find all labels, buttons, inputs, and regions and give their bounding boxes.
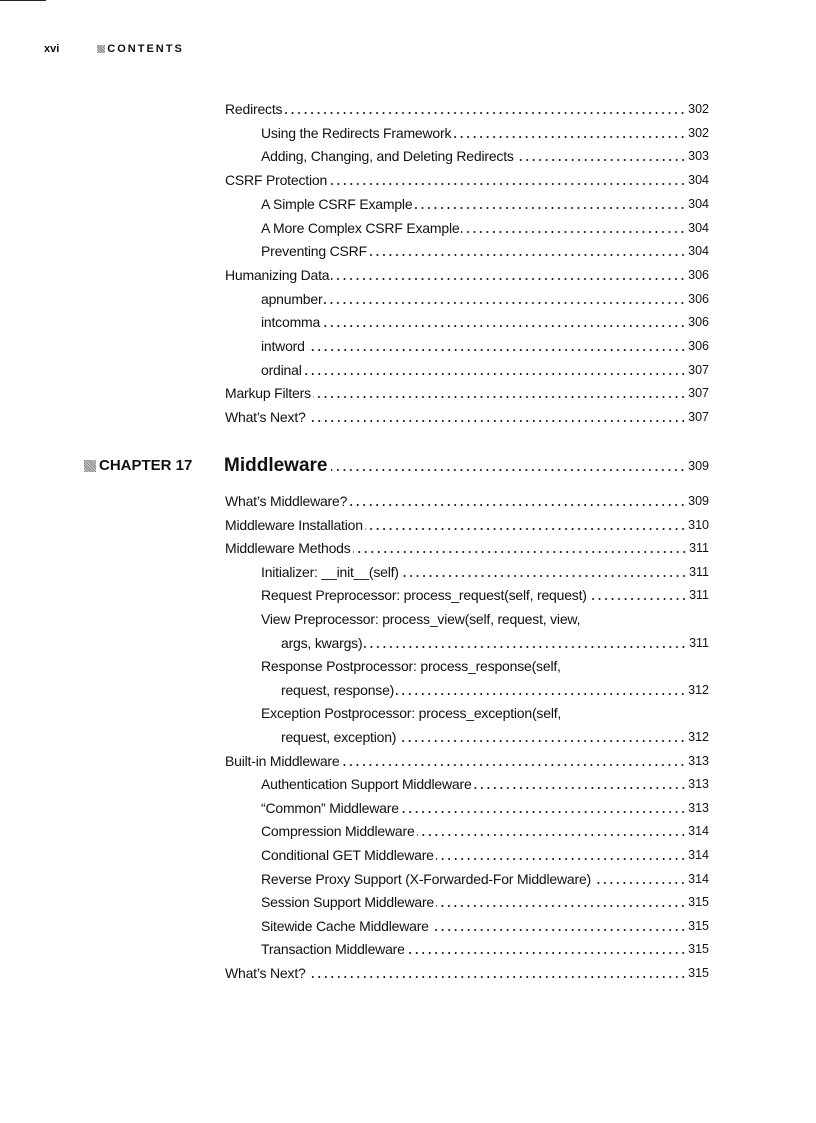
leader-dots: [589, 597, 687, 601]
chapter-page-number: 309: [688, 459, 709, 473]
leader-dots: [331, 468, 686, 472]
toc-entry-title: What’s Next?: [225, 409, 306, 426]
toc-subsection-entry[interactable]: [261, 871, 709, 888]
toc-entry-title: request, response): [281, 681, 395, 698]
toc-subsection-entry[interactable]: [261, 314, 709, 331]
leader-dots: [349, 503, 686, 507]
toc-entry-title-first-line[interactable]: Response Postprocessor: process_response(self,: [261, 658, 561, 675]
toc-entry-title: ordinal: [261, 361, 302, 378]
chapter-number: CHAPTER 17: [99, 457, 193, 474]
toc-entry-title: Transaction Middleware: [261, 941, 405, 958]
leader-dots: [324, 301, 686, 305]
leader-dots: [407, 951, 686, 955]
leader-dots: [313, 395, 686, 399]
toc-page-number: 309: [688, 494, 709, 508]
toc-subsection-entry[interactable]: [281, 729, 709, 746]
toc-subsection-entry[interactable]: [281, 635, 709, 652]
toc-entry-title: Middleware Methods: [225, 540, 351, 557]
toc-entry-title: Initializer: __init__(self): [261, 563, 399, 580]
toc-subsection-entry[interactable]: [261, 243, 709, 260]
toc-entry-title: A More Complex CSRF Example: [261, 219, 460, 236]
leader-dots: [414, 206, 686, 210]
toc-subsection-entry[interactable]: [261, 362, 709, 379]
toc-subsection-entry[interactable]: [261, 941, 709, 958]
toc-subsection-entry[interactable]: [261, 823, 709, 840]
toc-section-entry[interactable]: [225, 267, 709, 284]
toc-subsection-entry[interactable]: [261, 220, 709, 237]
toc-entry-title: What’s Middleware?: [225, 493, 348, 509]
toc-entry-title: Sitewide Cache Middleware: [261, 917, 429, 934]
toc-page-number: 307: [688, 386, 709, 401]
toc-subsection-entry[interactable]: [261, 125, 709, 142]
toc-entry-title: Session Support Middleware: [261, 894, 435, 911]
toc-page-number: 311: [689, 588, 709, 603]
section-title: CONTENTS: [107, 43, 184, 55]
leader-dots: [322, 324, 686, 328]
toc-subsection-entry[interactable]: [261, 800, 709, 817]
toc-subsection-entry[interactable]: [261, 847, 709, 864]
toc-entry-title: intcomma: [261, 314, 321, 331]
toc-section-entry[interactable]: [225, 385, 709, 402]
leader-dots: [436, 857, 686, 861]
running-head: [44, 43, 184, 55]
leader-dots: [304, 372, 687, 376]
toc-section-entry[interactable]: [225, 409, 709, 426]
toc-entry-title-first-line[interactable]: View Preprocessor: process_view(self, request, view,: [261, 611, 581, 627]
leader-dots: [593, 881, 686, 885]
toc-entry-title: Adding, Changing, and Deleting Redirects: [261, 148, 514, 165]
leader-dots: [364, 645, 687, 649]
toc-page-number: 315: [688, 966, 709, 980]
toc-section-entry[interactable]: [225, 517, 709, 534]
toc-page-number: 315: [688, 918, 709, 933]
toc-page-number: 307: [688, 410, 709, 425]
toc-subsection-entry[interactable]: [261, 338, 709, 355]
toc-entry-title: CSRF Protection: [225, 172, 328, 189]
toc-entry-title: Markup Filters: [225, 385, 311, 402]
leader-dots: [369, 253, 686, 257]
toc-page-number: 315: [688, 942, 709, 957]
leader-dots: [474, 786, 687, 790]
toc-page-number: 304: [688, 196, 709, 211]
toc-page-number: 302: [688, 102, 709, 116]
leader-dots: [341, 763, 686, 767]
toc-entry-title: Humanizing Data: [225, 266, 330, 283]
toc-page-number: 306: [688, 291, 709, 306]
toc-page-number: 312: [688, 730, 709, 744]
leader-dots: [331, 277, 686, 281]
leader-dots: [453, 135, 686, 139]
leader-dots: [284, 111, 686, 115]
toc-page-number: 315: [688, 895, 709, 910]
toc-page-number: 314: [688, 824, 709, 839]
toc-page-number: 304: [688, 173, 709, 188]
toc-section-entry[interactable]: [225, 753, 709, 770]
toc-page-number: 313: [688, 753, 709, 768]
toc-subsection-entry[interactable]: [281, 682, 709, 699]
toc-entry-title: Using the Redirects Framework: [261, 124, 452, 141]
leader-dots: [461, 230, 686, 234]
toc-page-number: 310: [688, 517, 709, 532]
leader-dots: [396, 692, 686, 696]
leader-dots: [398, 739, 686, 743]
toc-entry-title: Middleware Installation: [225, 516, 363, 533]
toc-page-number: 306: [688, 315, 709, 330]
toc-entry-title-first-line[interactable]: Exception Postprocessor: process_exception(self,: [261, 705, 562, 722]
toc-page-number: 304: [688, 244, 709, 259]
toc-section-entry[interactable]: [225, 540, 709, 557]
toc-entry-title: Authentication Support Middleware: [261, 776, 472, 793]
toc-subsection-entry[interactable]: [261, 776, 709, 793]
toc-entry-title: “Common” Middleware: [261, 799, 399, 816]
leader-dots: [431, 928, 686, 932]
toc-page-number: 313: [688, 800, 709, 815]
leader-dots: [307, 348, 686, 352]
toc-subsection-entry[interactable]: [261, 291, 709, 308]
toc-page-number: 313: [688, 777, 709, 792]
toc-entry-title: intword: [261, 338, 305, 354]
toc-page-number: 306: [688, 339, 709, 353]
leader-dots: [353, 550, 687, 554]
toc-entry-title: Reverse Proxy Support (X-Forwarded-For Middleware): [261, 870, 591, 887]
chapter-heading[interactable]: [224, 455, 709, 477]
toc-page-number: 314: [688, 848, 709, 862]
toc-entry-title: args, kwargs): [281, 634, 363, 651]
toc-page-number: 311: [689, 564, 709, 579]
toc-entry-title: Request Preprocessor: process_request(self, request): [261, 587, 587, 604]
leader-dots: [417, 833, 687, 837]
toc-page-number: 303: [688, 149, 709, 164]
leader-dots: [308, 419, 687, 423]
leader-dots: [401, 810, 686, 814]
toc-entry-title: Conditional GET Middleware: [261, 847, 434, 863]
toc-entry-title: apnumber: [261, 290, 323, 307]
toc-page-number: 307: [688, 362, 709, 377]
toc-page-number: 314: [688, 871, 709, 886]
toc-page-number: 306: [688, 267, 709, 282]
toc-entry-title: Compression Middleware: [261, 823, 415, 840]
toc-subsection-entry[interactable]: [261, 196, 709, 213]
toc-page-number: 311: [689, 541, 709, 556]
leader-dots: [329, 182, 686, 186]
toc-section-entry[interactable]: [225, 172, 709, 189]
leader-dots: [308, 975, 687, 979]
toc-subsection-entry[interactable]: [261, 587, 709, 604]
toc-section-entry[interactable]: [225, 965, 709, 982]
chapter-label: [84, 456, 192, 476]
square-bullet-icon: [97, 45, 105, 53]
toc-entry-title: A Simple CSRF Example: [261, 195, 413, 212]
toc-subsection-entry[interactable]: [261, 894, 709, 911]
toc-page-number: 302: [688, 125, 709, 140]
toc-entry-title: Built-in Middleware: [225, 752, 340, 769]
toc-entry-title: Preventing CSRF: [261, 243, 367, 260]
toc-page-number: 311: [689, 635, 709, 650]
toc-page-number: 304: [688, 220, 709, 235]
page-number: xvi: [44, 43, 60, 55]
toc-entry-title: Redirects: [225, 101, 283, 117]
toc-subsection-entry[interactable]: [261, 148, 709, 165]
leader-dots: [365, 527, 686, 531]
toc-page-number: 312: [688, 682, 709, 697]
leader-dots: [401, 574, 687, 578]
chapter-title: Middleware: [224, 455, 328, 476]
square-bullet-icon: [84, 460, 96, 472]
toc-section-entry[interactable]: [225, 493, 709, 510]
toc-entry-title: request, exception): [281, 729, 397, 745]
top-rule: [0, 0, 46, 1]
toc-subsection-entry[interactable]: [261, 564, 709, 581]
toc-entry-title: What’s Next?: [225, 965, 306, 981]
toc-section-entry[interactable]: [225, 101, 709, 118]
toc-subsection-entry[interactable]: [261, 918, 709, 935]
leader-dots: [516, 158, 686, 162]
leader-dots: [436, 904, 686, 908]
